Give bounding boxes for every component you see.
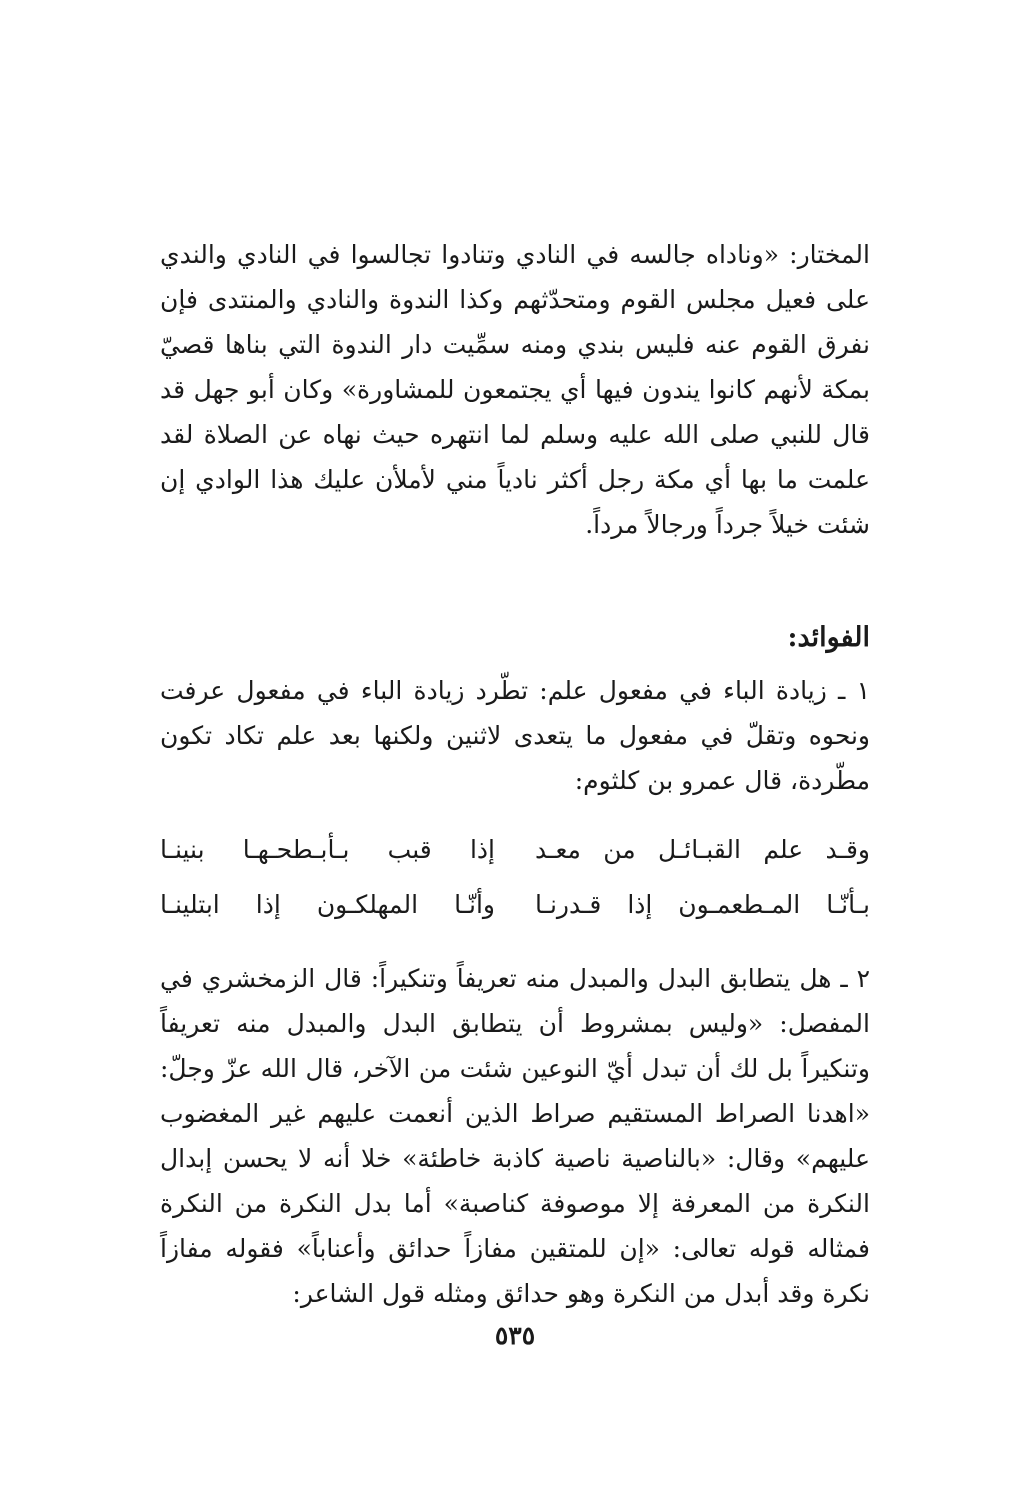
benefit-1-paragraph: ١ ـ زيادة الباء في مفعول علم: تطّرد زيادة الباء في مفعول عرفت ونحوه وتقلّ في مفعول ما يتعدى لاثنين ولكنها بعد علم تكاد تكون مطّردة، قال عمرو بن كلثوم: — [160, 676, 870, 795]
verse-first-hemistich: بـأنّـا المـطعمـون إذا قـدرنـا — [535, 890, 870, 919]
verse-second-hemistich: وأنّـا المهلكـون إذا ابتلينـا — [160, 890, 495, 919]
verse-second-hemistich: إذا قبب بـأبـطحـهـا بنينـا — [160, 835, 495, 864]
poem-verse — [160, 880, 870, 930]
page-number: ٥٣٥ — [494, 1321, 536, 1350]
book-page — [160, 0, 870, 1490]
benefit-2-paragraph: ٢ ـ هل يتطابق البدل والمبدل منه تعريفاً وتنكيراً: قال الزمخشري في المفصل: «وليس بمشروط أن يتطابق البدل والمبدل منه تعريفاً وتنكيراً بل لك أن تبدل أيّ النوعين شئت من الآخر، قال الله عزّ وجلّ: «اهدنا الصراط المستقيم صراط الذين أنعمت عليهم غير المغضوب عليهم» وقال: «بالناصية ناصية كاذبة خاطئة» خلا أنه لا يحسن إبدال النكرة من المعرفة إلا موصوفة كناصبة» أما بدل النكرة من النكرة فمثاله قوله تعالى: «إن للمتقين مفازاً حدائق وأعناباً» فقوله مفازاً نكرة وقد أبدل من النكرة وهو حدائق ومثله قول الشاعر: — [160, 964, 870, 1308]
section-heading: الفوائد: — [787, 622, 870, 653]
verse-first-hemistich: وقـد علم القبـائـل من معـد — [535, 835, 870, 864]
intro-paragraph: المختار: «وناداه جالسه في النادي وتنادوا تجالسوا في النادي والندي على فعيل مجلس القوم ومتحدّثهم وكذا الندوة والنادي والمنتدى فإن نفرق القوم عنه فليس بندي ومنه سمِّيت دار الندوة التي بناها قصيّ بمكة لأنهم كانوا يندون فيها أي يجتمعون للمشاورة» وكان أبو جهل قد قال للنبي صلى الله عليه وسلم لما انتهره حيث نهاه عن الصلاة لقد علمت ما بها أي مكة رجل أكثر نادياً مني لأملأن عليك هذا الوادي إن شئت خيلاً جرداً ورجالاً مرداً. — [160, 240, 870, 539]
poem-verse — [160, 825, 870, 875]
